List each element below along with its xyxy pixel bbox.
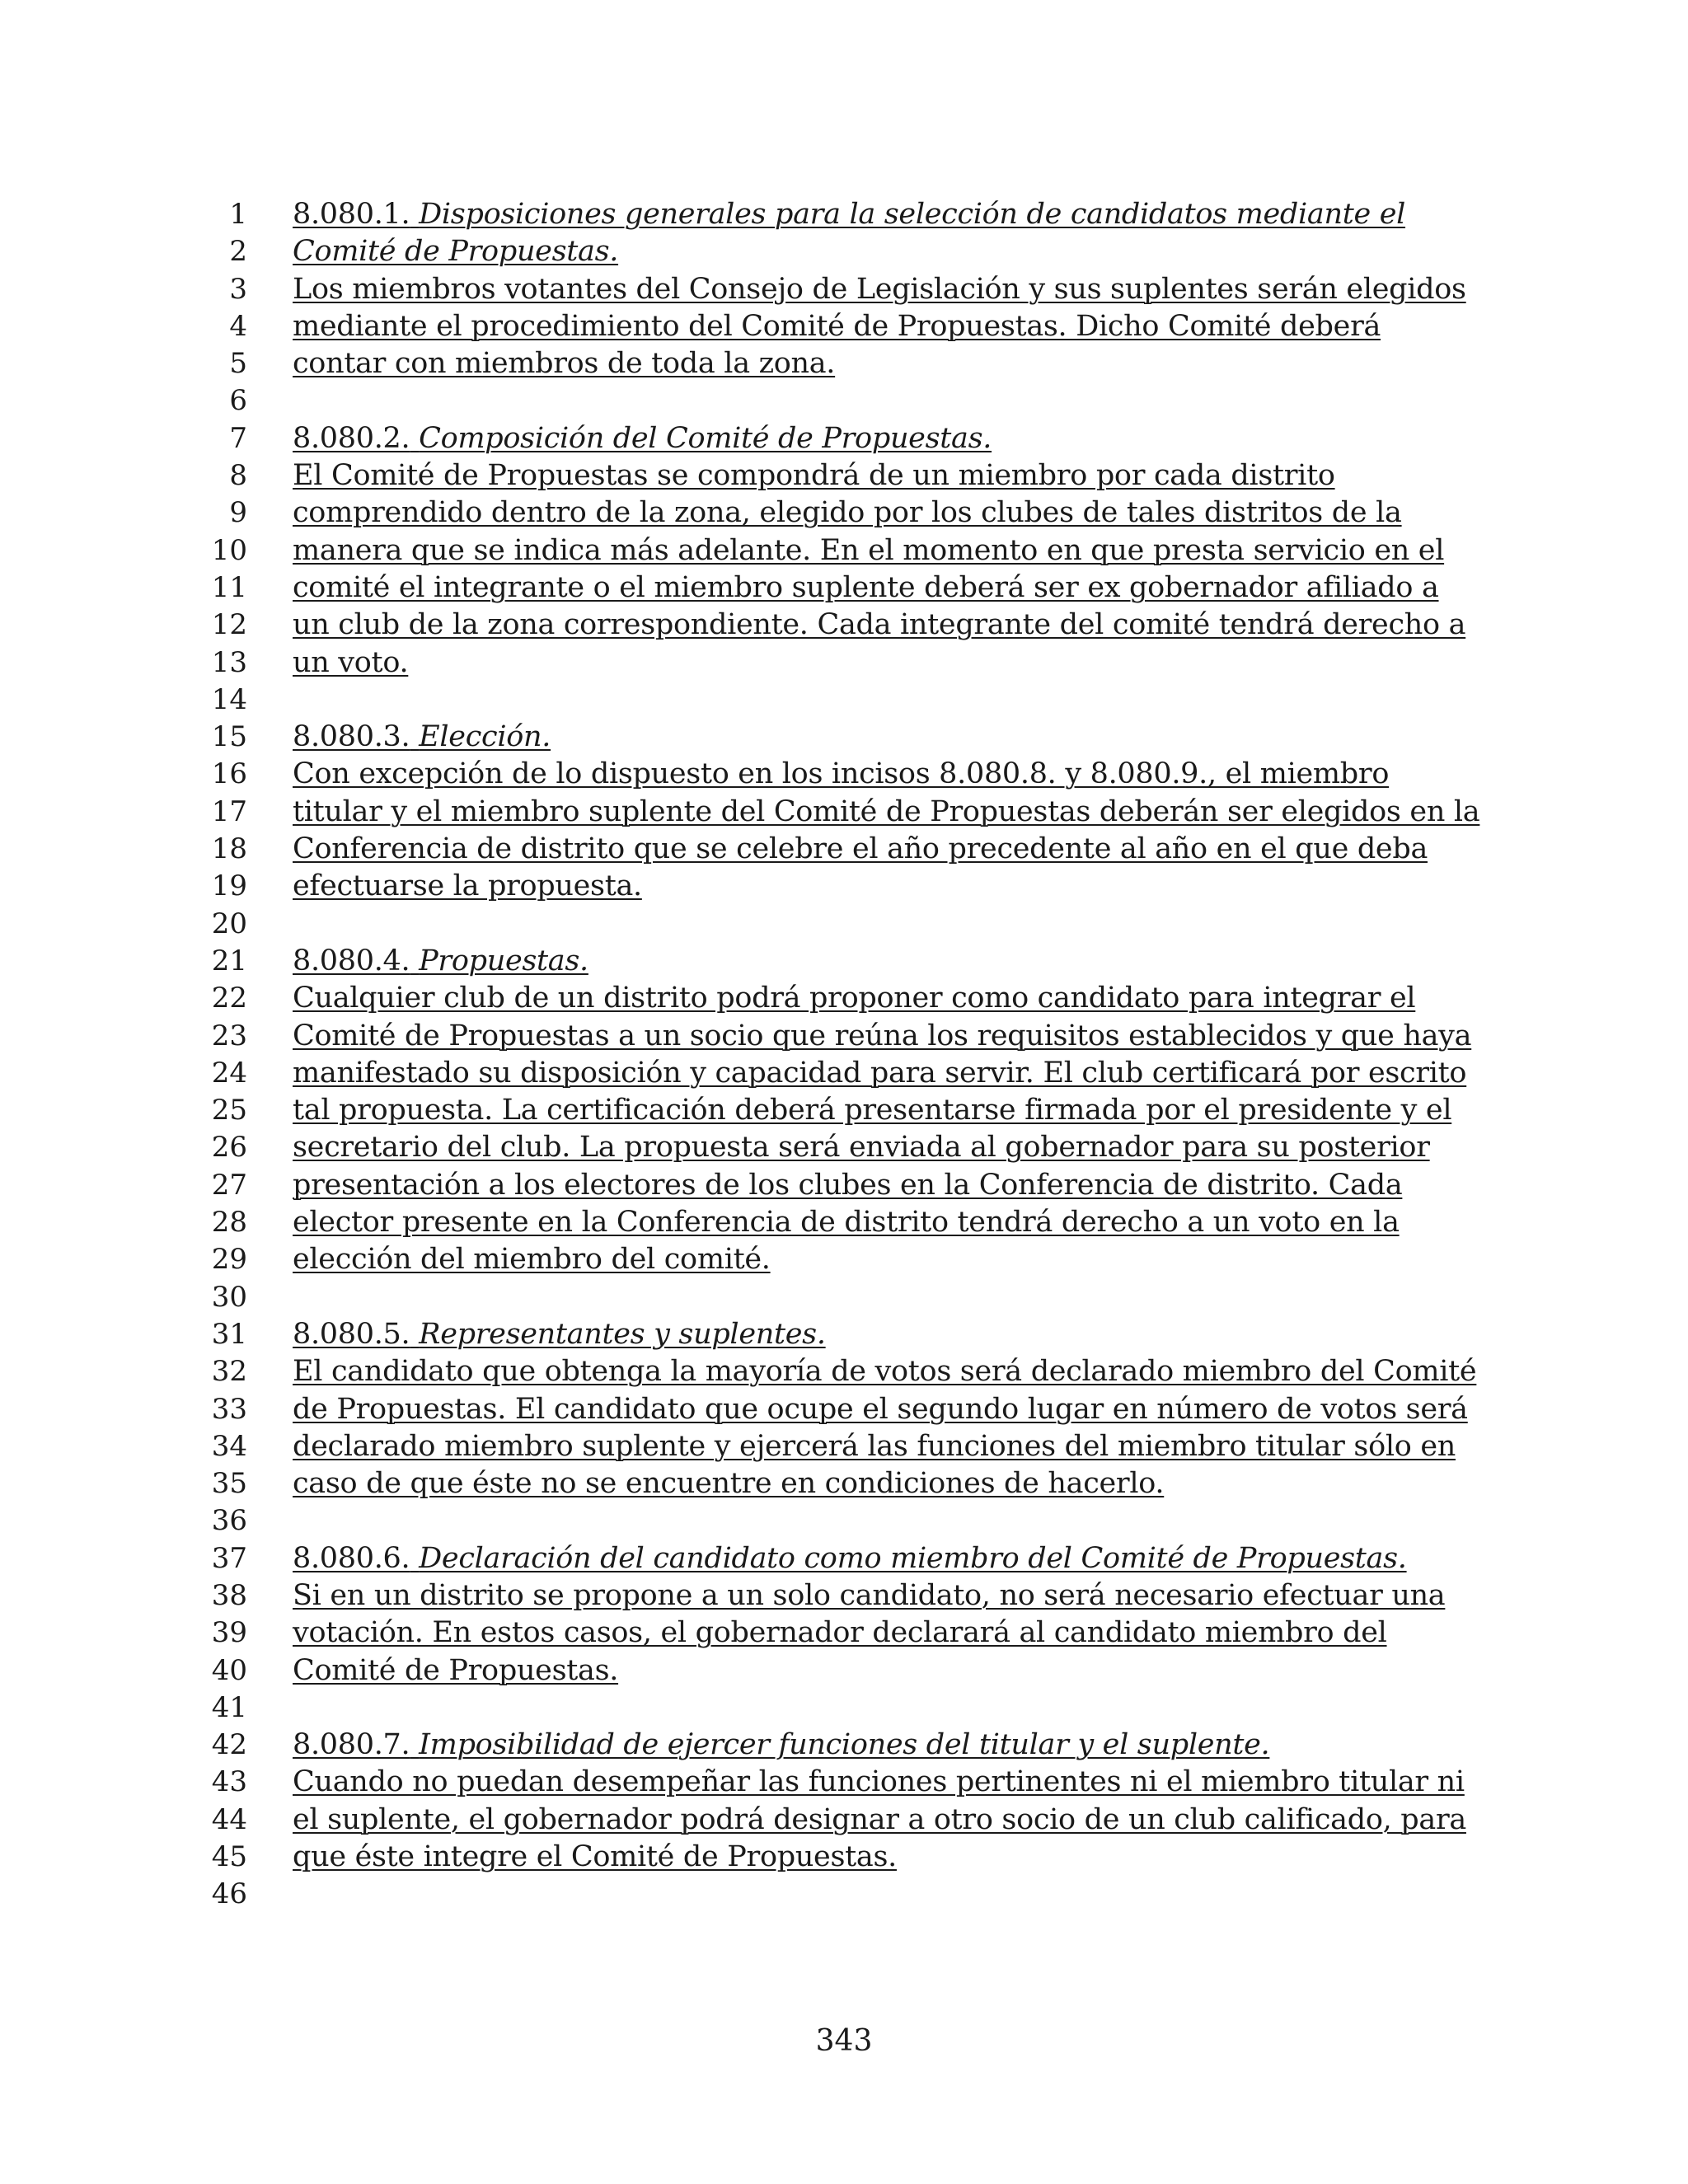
document-line: [0, 1353, 1688, 1390]
body-text-line: [293, 1577, 1445, 1615]
body-text-line: [293, 271, 1466, 308]
line-number: 22: [211, 982, 247, 1015]
document-line: [0, 494, 1688, 532]
body-text-line: [293, 1129, 1430, 1166]
body-text: presentación a los electores de los clubes en la Conferencia de distrito. Cada: [293, 1168, 1403, 1202]
line-number: 44: [211, 1802, 247, 1836]
body-text: elector presente en la Conferencia de distrito tendrá derecho a un voto en la: [293, 1206, 1400, 1240]
document-line: [0, 1727, 1688, 1764]
section-heading-line: [293, 196, 1405, 233]
line-number: 3: [229, 272, 247, 306]
body-text-line: [293, 308, 1381, 345]
body-text-line: [293, 831, 1428, 868]
body-text-line: [293, 1428, 1456, 1465]
body-text-line: [293, 1652, 618, 1690]
body-text: El candidato que obtenga la mayoría de votos será declarado miembro del Comité: [293, 1355, 1477, 1389]
body-text: mediante el procedimiento del Comité de Propuestas. Dicho Comité deberá: [293, 309, 1381, 343]
body-text-line: [293, 457, 1335, 494]
document-line: [0, 1018, 1688, 1055]
line-number: 32: [211, 1355, 247, 1389]
body-text-line: [293, 1055, 1466, 1092]
line-number: 13: [211, 645, 247, 679]
body-text-line: [293, 1764, 1465, 1801]
line-number: 30: [211, 1280, 247, 1314]
body-text: de Propuestas. El candidato que ocupe el segundo lugar en número de votos será: [293, 1392, 1468, 1426]
body-text-line: [293, 1167, 1402, 1204]
body-text: Los miembros votantes del Consejo de Legislación y sus suplentes serán elegidos: [293, 272, 1466, 306]
section-title: Comité de Propuestas.: [293, 235, 619, 269]
body-text-line: [293, 756, 1389, 793]
line-number: 26: [211, 1131, 247, 1165]
line-number: 41: [211, 1690, 247, 1724]
body-text: elección del miembro del comité.: [293, 1243, 771, 1277]
body-text-line: [293, 1839, 897, 1876]
document-line: [0, 196, 1688, 233]
body-text: un voto.: [293, 645, 409, 679]
document-line: [0, 1316, 1688, 1353]
line-number: 16: [211, 757, 247, 791]
section-number: 8.080.6.: [293, 1541, 410, 1575]
document-line: [0, 794, 1688, 831]
document-line: [0, 345, 1688, 382]
line-number: 39: [211, 1616, 247, 1650]
document-line: [0, 1279, 1688, 1316]
body-text: Si en un distrito se propone a un solo candidato, no será necesario efectuar una: [293, 1578, 1446, 1612]
line-number: 28: [211, 1206, 247, 1240]
document-line: [0, 1167, 1688, 1204]
line-number: 36: [211, 1504, 247, 1538]
section-number: 8.080.7.: [293, 1728, 410, 1762]
line-number: 6: [229, 384, 247, 418]
body-text-line: [293, 1092, 1451, 1129]
line-number: 21: [211, 944, 247, 977]
line-number: 11: [211, 570, 247, 604]
document-line: [0, 1652, 1688, 1690]
page-number: 343: [815, 2024, 873, 2058]
body-text-line: [293, 868, 642, 905]
document-line: [0, 1839, 1688, 1876]
body-text: Cualquier club de un distrito podrá proponer como candidato para integrar el: [293, 982, 1416, 1015]
line-number: 46: [211, 1877, 247, 1911]
section-number: 8.080.2.: [293, 421, 410, 455]
line-number: 17: [211, 794, 247, 828]
body-text-line: [293, 1018, 1471, 1055]
line-number: 45: [211, 1840, 247, 1874]
body-text: efectuarse la propuesta.: [293, 869, 642, 903]
body-text-line: [293, 1204, 1400, 1241]
body-text: el suplente, el gobernador podrá designar a otro socio de un club calificado, para: [293, 1802, 1466, 1836]
line-number: 12: [211, 608, 247, 642]
line-number: 27: [211, 1168, 247, 1202]
section-number: 8.080.5.: [293, 1317, 410, 1351]
line-number: 1: [229, 198, 247, 231]
document-line: [0, 1615, 1688, 1652]
body-text: Comité de Propuestas a un socio que reúna los requisitos establecidos y que haya: [293, 1019, 1472, 1052]
line-number: 25: [211, 1094, 247, 1127]
body-text: votación. En estos casos, el gobernador declarará al candidato miembro del: [293, 1616, 1387, 1650]
document-line: [0, 569, 1688, 607]
line-number: 38: [211, 1578, 247, 1612]
section-heading-line: [293, 1540, 1407, 1577]
line-number: 15: [211, 720, 247, 754]
line-number: 24: [211, 1056, 247, 1090]
body-text-line: [293, 494, 1402, 532]
line-number: 40: [211, 1653, 247, 1687]
line-number: 10: [211, 533, 247, 567]
body-text-line: [293, 980, 1415, 1017]
body-text-line: [293, 345, 835, 382]
body-text: declarado miembro suplente y ejercerá las funciones del miembro titular sólo en: [293, 1429, 1456, 1463]
line-number: 35: [211, 1467, 247, 1501]
document-line: [0, 382, 1688, 419]
body-text: caso de que éste no se encuentre en condiciones de hacerlo.: [293, 1467, 1165, 1501]
body-text: un club de la zona correspondiente. Cada integrante del comité tendrá derecho a: [293, 608, 1466, 642]
section-heading-line: [293, 1727, 1269, 1764]
line-number: 20: [211, 907, 247, 940]
document-line: [0, 868, 1688, 905]
body-text: comité el integrante o el miembro suplente deberá ser ex gobernador afiliado a: [293, 570, 1439, 604]
document-line: [0, 457, 1688, 494]
line-number: 7: [229, 421, 247, 455]
document-line: [0, 308, 1688, 345]
line-number: 18: [211, 832, 247, 866]
line-number: 4: [229, 309, 247, 343]
body-text-line: [293, 644, 408, 682]
body-text-line: [293, 1391, 1468, 1428]
body-text: que éste integre el Comité de Propuestas.: [293, 1840, 897, 1874]
line-number: 23: [211, 1019, 247, 1052]
body-text: comprendido dentro de la zona, elegido por los clubes de tales distritos de la: [293, 496, 1402, 530]
document-line: [0, 1577, 1688, 1615]
document-line: [0, 532, 1688, 569]
document-line: [0, 682, 1688, 719]
section-number: 8.080.1.: [293, 198, 410, 231]
document-line: [0, 1540, 1688, 1577]
document-line: [0, 1764, 1688, 1801]
document-line: [0, 980, 1688, 1017]
body-text-line: [293, 569, 1439, 607]
line-number: 31: [211, 1317, 247, 1351]
section-title: Disposiciones generales para la selección de candidatos mediante el: [419, 198, 1406, 231]
document-line: [0, 271, 1688, 308]
body-text-line: [293, 1465, 1164, 1502]
body-text: Conferencia de distrito que se celebre el año precedente al año en el que deba: [293, 832, 1428, 866]
section-title: Propuestas.: [419, 944, 588, 977]
body-text: secretario del club. La propuesta será enviada al gobernador para su posterior: [293, 1131, 1430, 1165]
document-line: [0, 1465, 1688, 1502]
document-line: [0, 233, 1688, 270]
section-number: 8.080.4.: [293, 944, 410, 977]
document-line: [0, 1428, 1688, 1465]
body-text-line: [293, 607, 1465, 644]
line-number: 9: [229, 496, 247, 530]
document-line: [0, 1502, 1688, 1540]
body-text: El Comité de Propuestas se compondrá de un miembro por cada distrito: [293, 459, 1335, 493]
section-title: Elección.: [419, 720, 551, 754]
document-line: [0, 1129, 1688, 1166]
document-line: [0, 420, 1688, 457]
body-text-line: [293, 1241, 771, 1278]
section-heading-line: [293, 719, 551, 756]
section-title: Representantes y suplentes.: [419, 1317, 826, 1351]
section-title: Composición del Comité de Propuestas.: [419, 421, 992, 455]
document-line: [0, 756, 1688, 793]
document-line: [0, 1802, 1688, 1839]
document-line: [0, 719, 1688, 756]
line-number: 19: [211, 869, 247, 903]
document-line: [0, 644, 1688, 682]
document-line: [0, 943, 1688, 980]
body-text: Con excepción de lo dispuesto en los incisos 8.080.8. y 8.080.9., el miembro: [293, 757, 1390, 791]
section-heading-line: [293, 1316, 826, 1353]
line-number: 2: [229, 235, 247, 269]
document-line: [0, 1204, 1688, 1241]
document-line: [0, 1055, 1688, 1092]
section-heading-line: [293, 943, 588, 980]
body-text: manera que se indica más adelante. En el momento en que presta servicio en el: [293, 533, 1445, 567]
body-text-line: [293, 1615, 1387, 1652]
body-text: contar con miembros de toda la zona.: [293, 347, 836, 381]
body-text: tal propuesta. La certificación deberá presentarse firmada por el presidente y el: [293, 1094, 1452, 1127]
body-text-line: [293, 1802, 1466, 1839]
line-number: 33: [211, 1392, 247, 1426]
body-text-line: [293, 532, 1444, 569]
document-line: [0, 607, 1688, 644]
line-number: 37: [211, 1541, 247, 1575]
line-number: 43: [211, 1765, 247, 1799]
document-line: [0, 1391, 1688, 1428]
section-heading-line: [293, 420, 992, 457]
document-line: [0, 1092, 1688, 1129]
line-number: 29: [211, 1243, 247, 1277]
line-number: 8: [229, 459, 247, 493]
document-line: [0, 1690, 1688, 1727]
document-line: [0, 1876, 1688, 1913]
section-title: Imposibilidad de ejercer funciones del titular y el suplente.: [419, 1728, 1270, 1762]
body-text-line: [293, 1353, 1476, 1390]
section-title: Declaración del candidato como miembro del Comité de Propuestas.: [419, 1541, 1407, 1575]
body-text: Comité de Propuestas.: [293, 1653, 619, 1687]
numbered-lines: [0, 196, 1688, 1914]
body-text: Cuando no puedan desempeñar las funciones pertinentes ni el miembro titular ni: [293, 1765, 1465, 1799]
line-number: 5: [229, 347, 247, 381]
section-number: 8.080.3.: [293, 720, 410, 754]
document-line: [0, 1241, 1688, 1278]
line-number: 42: [211, 1728, 247, 1762]
body-text: titular y el miembro suplente del Comité de Propuestas deberán ser elegidos en la: [293, 794, 1480, 828]
document-line: [0, 831, 1688, 868]
body-text-line: [293, 794, 1479, 831]
line-number: 14: [211, 682, 247, 716]
section-heading-line: [293, 233, 618, 270]
line-number: 34: [211, 1429, 247, 1463]
body-text: manifestado su disposición y capacidad para servir. El club certificará por escrito: [293, 1056, 1467, 1090]
document-line: [0, 906, 1688, 943]
